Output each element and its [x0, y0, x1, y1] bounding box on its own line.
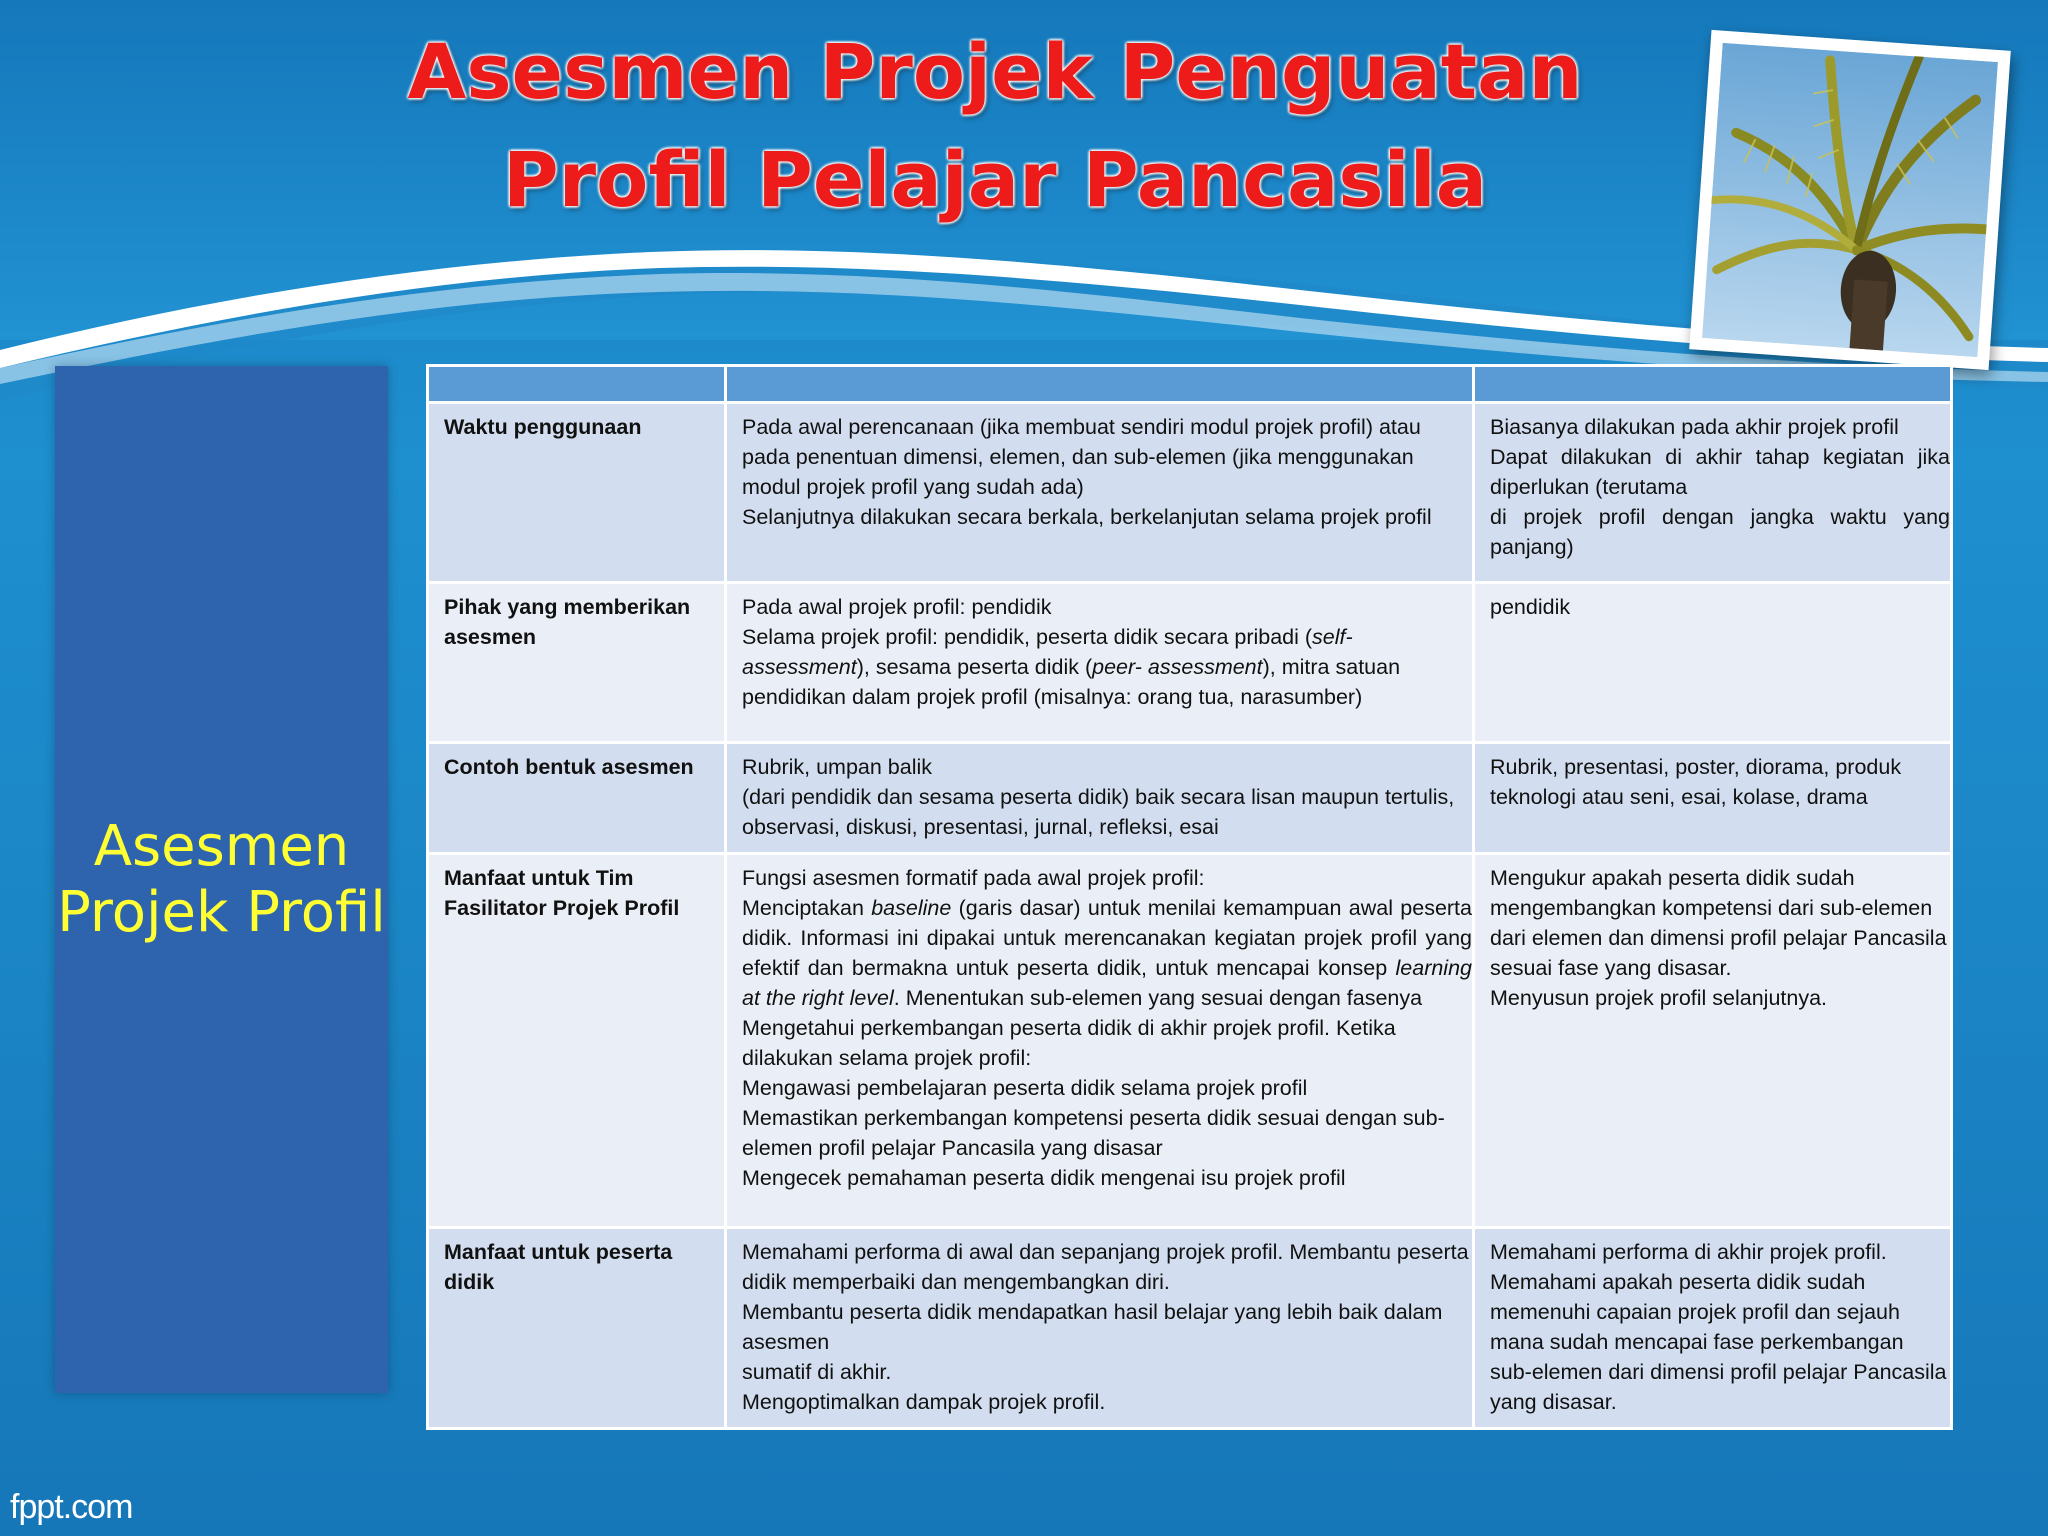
table-cell — [726, 854, 1474, 1228]
cell-text: (dari pendidik dan sesama peserta didik) baik secara lisan maupun tertulis, observasi, diskusi, presentasi, jurnal, refleksi, esai — [742, 785, 1455, 839]
table-row — [428, 1228, 1952, 1429]
table-cell — [726, 1228, 1474, 1429]
cell-text-italic: self-assessment — [742, 625, 1353, 679]
slide-title — [300, 18, 1690, 234]
cell-text-part: Selama projek profil: pendidik, peserta didik secara pribadi ( — [742, 625, 1313, 649]
cell-text-part: . Menentukan sub-elemen yang sesuai dengan fasenya — [893, 986, 1423, 1010]
cell-text: Fungsi asesmen formatif pada awal projek profil: — [742, 866, 1205, 890]
cell-text-part: ), sesama peserta didik ( — [856, 655, 1093, 679]
cell-text: Dapat dilakukan di akhir tahap kegiatan jika diperlukan (terutama — [1490, 445, 1950, 499]
table-header-cell — [726, 366, 1474, 403]
slide-title-line2: Profil Pelajar Pancasila — [502, 135, 1488, 224]
row-label: Pihak yang memberikan asesmen — [428, 583, 726, 743]
cell-text: Memahami performa di akhir projek profil. — [1490, 1240, 1887, 1264]
cell-text — [742, 622, 1472, 712]
table-row — [428, 583, 1952, 743]
table-header-cell — [428, 366, 726, 403]
cell-text — [742, 893, 1472, 1013]
cell-text: sumatif di akhir. — [742, 1360, 892, 1384]
table-cell — [726, 743, 1474, 854]
table-header-row — [428, 366, 1952, 403]
cell-text-italic: peer- assessment — [1092, 655, 1263, 679]
table-cell — [1474, 854, 1952, 1228]
cell-text: Memastikan perkembangan kompetensi peserta didik sesuai dengan sub-elemen profil pelajar Pancasila yang disasar — [742, 1106, 1445, 1160]
cell-text-italic: learning at the right level — [742, 956, 1472, 1010]
side-label-line1: Asesmen — [93, 813, 350, 879]
cell-text: Mengecek pemahaman peserta didik mengenai isu projek profil — [742, 1166, 1346, 1190]
cell-text: Membantu peserta didik mendapatkan hasil belajar yang lebih baik dalam asesmen — [742, 1300, 1443, 1354]
table-header-cell — [1474, 366, 1952, 403]
row-label: Manfaat untuk Tim Fasilitator Projek Profil — [428, 854, 726, 1228]
side-label-panel — [55, 366, 388, 1393]
cell-text: di projek profil dengan jangka waktu yang panjang) — [1490, 505, 1950, 559]
assessment-table — [426, 364, 1953, 1430]
table-row — [428, 403, 1952, 583]
slide-title-line1: Asesmen Projek Penguatan — [407, 27, 1583, 116]
side-label-line2: Projek Profil — [57, 879, 386, 945]
row-label: Contoh bentuk asesmen — [428, 743, 726, 854]
table-row — [428, 743, 1952, 854]
cell-text: Mengoptimalkan dampak projek profil. — [742, 1390, 1106, 1414]
table-row — [428, 854, 1952, 1228]
cell-text: Mengawasi pembelajaran peserta didik selama projek profil — [742, 1076, 1308, 1100]
cell-text-part: Menciptakan — [742, 896, 872, 920]
table-cell — [1474, 583, 1952, 743]
cell-text: pendidik — [1490, 595, 1571, 619]
cell-text: Memahami performa di awal dan sepanjang projek profil. Membantu peserta didik memperbaiki dan mengembangkan diri. — [742, 1240, 1469, 1294]
cell-text: Mengukur apakah peserta didik sudah mengembangkan kompetensi dari sub-elemen dari elemen dan dimensi profil pelajar Pancasila sesuai fase yang disasar. — [1490, 866, 1947, 980]
cell-text: Biasanya dilakukan pada akhir projek profil — [1490, 415, 1899, 439]
fppt-watermark: fppt.com — [10, 1488, 133, 1526]
row-label: Manfaat untuk peserta didik — [428, 1228, 726, 1429]
cell-text: Mengetahui perkembangan peserta didik di akhir projek profil. Ketika dilakukan selama projek profil: — [742, 1016, 1396, 1070]
cell-text: Memahami apakah peserta didik sudah memenuhi capaian projek profil dan sejauh mana sudah mencapai fase perkembangan sub-elemen dari dimensi profil pelajar Pancasila yang disasar. — [1490, 1270, 1947, 1414]
cell-text: Rubrik, presentasi, poster, diorama, produk teknologi atau seni, esai, kolase, drama — [1490, 755, 1902, 809]
palm-tree-photo — [1689, 30, 2011, 370]
cell-text: Pada awal perencanaan (jika membuat sendiri modul projek profil) atau pada penentuan dimensi, elemen, dan sub-elemen (jika menggunakan modul projek profil yang sudah ada) — [742, 415, 1421, 499]
table-cell — [1474, 1228, 1952, 1429]
cell-text: Rubrik, umpan balik — [742, 755, 933, 779]
cell-text-part: (garis dasar) untuk menilai kemampuan awal peserta didik. Informasi ini dipakai untuk merencanakan kegiatan projek profil yang efektif dan bermakna untuk peserta didik, untuk mencapai konsep — [742, 896, 1472, 980]
table-cell — [1474, 743, 1952, 854]
palm-tree-image — [1702, 43, 1998, 358]
cell-text: Pada awal projek profil: pendidik — [742, 595, 1052, 619]
table-cell — [726, 403, 1474, 583]
cell-text-part: ), mitra satuan pendidikan dalam projek profil (misalnya: orang tua, narasumber) — [742, 655, 1401, 709]
cell-text-italic: baseline — [871, 896, 952, 920]
row-label: Waktu penggunaan — [428, 403, 726, 583]
cell-text: Selanjutnya dilakukan secara berkala, berkelanjutan selama projek profil — [742, 505, 1432, 529]
table-cell — [1474, 403, 1952, 583]
cell-text: Menyusun projek profil selanjutnya. — [1490, 986, 1828, 1010]
table-cell — [726, 583, 1474, 743]
